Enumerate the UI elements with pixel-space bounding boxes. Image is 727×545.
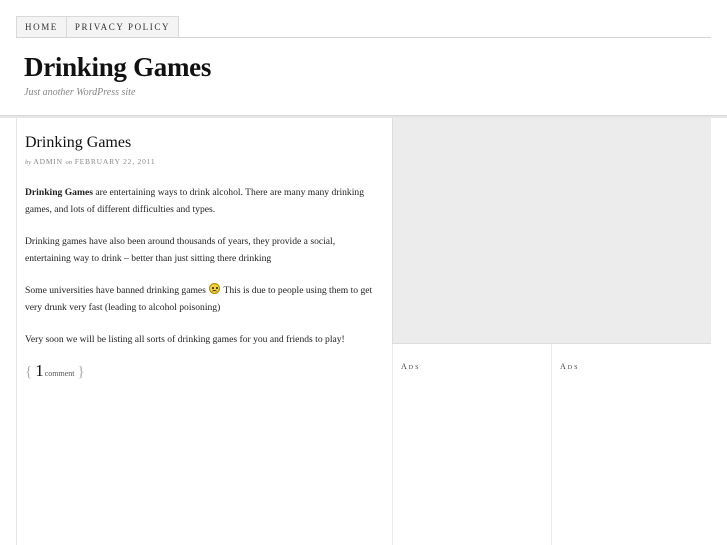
ads-widget-title: Ads — [401, 362, 421, 371]
ads-widget-2 — [551, 344, 711, 545]
post-title[interactable]: Drinking Games — [25, 134, 132, 151]
meta-by-label: by — [25, 159, 32, 166]
post-keyword: Drinking Games — [25, 187, 93, 198]
post-paragraph-3-text-b: This is due to people using them to get very drunk very fast (leading to alcohol poisoning) — [25, 285, 373, 313]
ads-widget-1 — [392, 344, 551, 545]
comments-brace-open: { — [25, 364, 33, 380]
meta-on-label: on — [65, 159, 73, 166]
post-paragraph-4: Very soon we will be listing all sorts of drinking games for you and friends to play! — [25, 334, 345, 345]
site-title[interactable]: Drinking Games — [24, 52, 212, 82]
post-paragraph-1-text: are entertaining ways to drink alcohol. There are many many drinking games, and lots of different difficulties and types. — [25, 187, 364, 215]
main-nav — [16, 16, 179, 38]
site-description: Just another WordPress site — [24, 87, 136, 98]
post-paragraph-3-text-a: Some universities have banned drinking games — [25, 285, 209, 296]
post-body — [25, 184, 383, 363]
sad-face-icon — [209, 283, 220, 294]
sidebar-ad-area — [392, 118, 711, 343]
post-date: FEBRUARY 22, 2011 — [74, 157, 156, 166]
nav-home[interactable]: HOME — [16, 16, 67, 38]
post-paragraph-2: Drinking games have also been around thousands of years, they provide a social, entertaining way to drink – better than just sitting there drinking — [25, 236, 336, 264]
nav-divider — [16, 37, 711, 38]
post-meta — [25, 157, 155, 166]
comments-count: 1 — [35, 361, 44, 380]
post-paragraph-1 — [25, 184, 383, 218]
comments-link[interactable] — [25, 361, 85, 381]
post-author-link[interactable]: ADMIN — [33, 157, 63, 166]
ads-widget-title: Ads — [560, 362, 580, 371]
post-paragraph-3 — [25, 282, 383, 316]
main-content — [16, 118, 392, 545]
comments-brace-close: } — [77, 364, 85, 380]
comments-label: comment — [44, 369, 75, 378]
nav-privacy-policy[interactable]: PRIVACY POLICY — [67, 16, 179, 38]
